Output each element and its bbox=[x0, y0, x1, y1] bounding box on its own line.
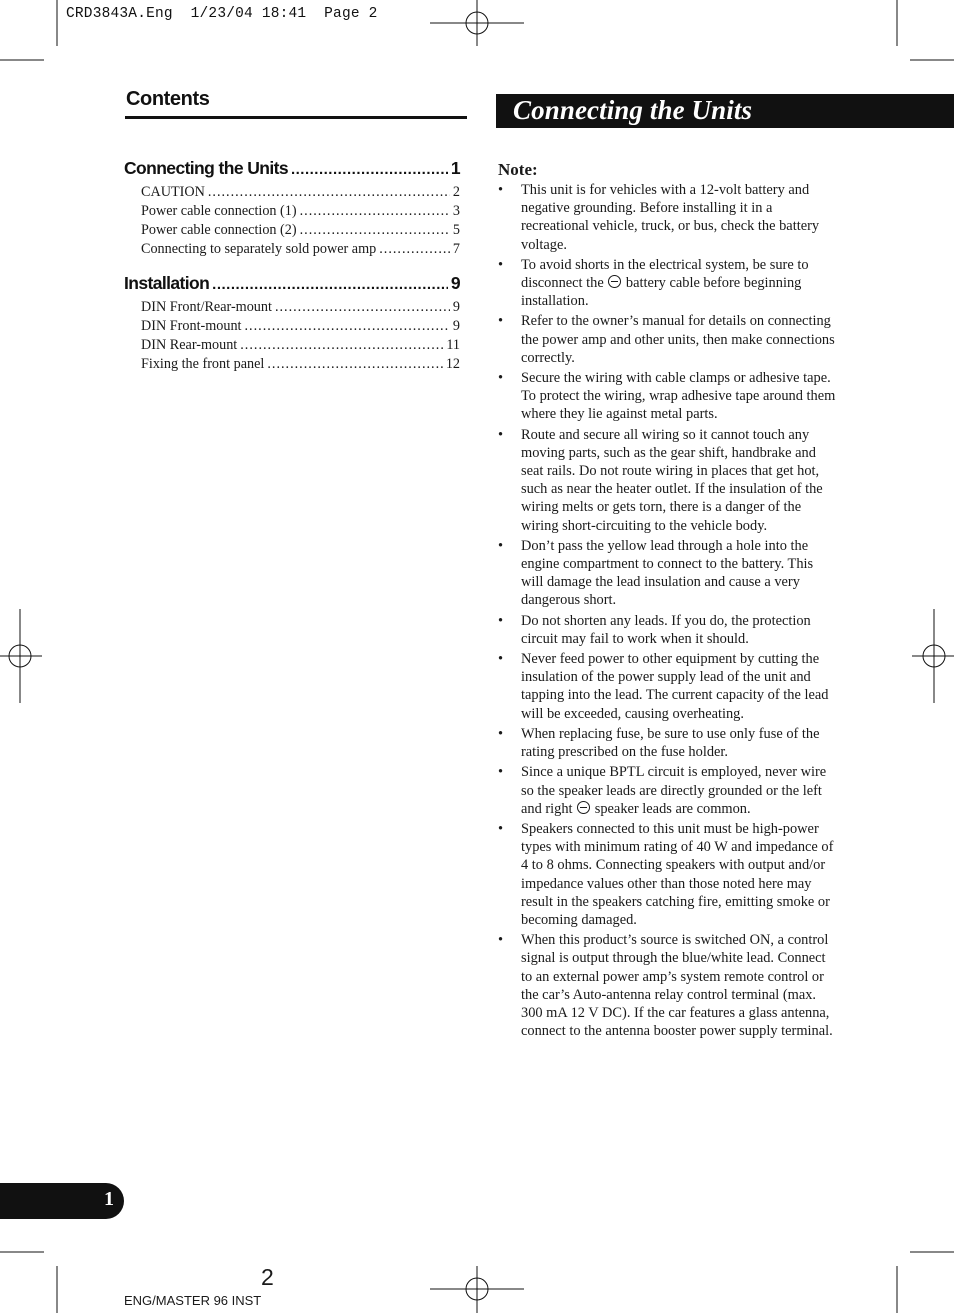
registration-mark-left bbox=[0, 609, 42, 703]
bullet-icon: • bbox=[498, 612, 504, 629]
note-text: speaker leads are common. bbox=[591, 800, 751, 817]
footer-code: ENG/MASTER 96 INST bbox=[124, 1293, 262, 1308]
bullet-icon: • bbox=[498, 764, 504, 781]
print-slug: CRD3843A.Eng 1/23/04 18:41 Page 2 bbox=[66, 6, 378, 22]
toc-item[interactable]: DIN Front-mount ..... 9 bbox=[141, 317, 460, 336]
note-text: This unit is for vehicles with a 12-volt battery and negative grounding. Before installing it in a recreational vehicle, truck, or bus, check the battery voltage. bbox=[521, 182, 820, 253]
bullet-icon: • bbox=[498, 313, 504, 330]
bullet-icon: • bbox=[498, 182, 504, 198]
note-item bbox=[498, 612, 838, 648]
note-text: When replacing fuse, be sure to use only fuse of the rating prescribed on the fuse holder. bbox=[521, 725, 820, 761]
note-text: Do not shorten any leads. If you do, the protection circuit may fail to work when it should. bbox=[521, 612, 811, 647]
note-text: When this product’s source is switched ON, a control signal is output through the blue/white lead. Connect to an external power amp’s system remote control or the car’s Auto-antenna relay control terminal (max. 300 mA 12 V DC). If the car features a glass antenna, connect to the antenna booster power supply terminal. bbox=[521, 932, 833, 1040]
toc-heading[interactable]: Connecting the Units ..... 1 bbox=[124, 158, 460, 183]
notes-list bbox=[498, 181, 838, 1042]
note-item bbox=[498, 256, 838, 311]
section-banner bbox=[496, 94, 954, 128]
note-text: Speakers connected to this unit must be high-power types with minimum rating of 40 W and impedance of 4 to 8 ohms. Connecting speakers with output and/or impedance values other than those noted here may result in the speakers catching fire, emitting smoke or becoming damaged. bbox=[521, 820, 834, 928]
note-item bbox=[498, 369, 838, 424]
bullet-icon: • bbox=[498, 820, 504, 837]
chapter-tab bbox=[0, 1183, 124, 1219]
toc-item[interactable]: Connecting to separately sold power amp ..... 7 bbox=[141, 240, 460, 259]
note-text: Refer to the owner’s manual for details on connecting the power amp and other units, then make connections correctly. bbox=[521, 313, 835, 366]
minus-circle-icon bbox=[608, 275, 621, 288]
bullet-icon: • bbox=[498, 426, 504, 443]
bullet-icon: • bbox=[498, 370, 504, 387]
toc-item[interactable]: Power cable connection (2) ..... 5 bbox=[141, 221, 460, 240]
note-item bbox=[498, 763, 838, 818]
toc-section-connecting bbox=[124, 158, 460, 259]
note-item bbox=[498, 931, 838, 1040]
toc-section-installation bbox=[124, 273, 460, 374]
note-item bbox=[498, 426, 838, 535]
bullet-icon: • bbox=[498, 256, 504, 273]
page-number: 2 bbox=[261, 1264, 274, 1290]
toc-item[interactable]: Fixing the front panel ..... 12 bbox=[141, 355, 460, 374]
note-text: Never feed power to other equipment by cutting the insulation of the power supply lead of the unit and tapping into the lead. The current capacity of the lead will be exceeded, causing overheating. bbox=[521, 651, 829, 722]
note-heading: Note: bbox=[498, 160, 538, 179]
registration-mark-bottom bbox=[430, 1266, 524, 1313]
toc-heading[interactable]: Installation ..... 9 bbox=[124, 273, 460, 298]
note-text: Since a unique BPTL circuit is employed, never wire so the speaker leads are directly grounded or the left and right bbox=[521, 764, 827, 817]
chapter-tab-number: 1 bbox=[104, 1188, 114, 1210]
bullet-icon: • bbox=[498, 725, 504, 742]
note-text: battery cable before beginning installation. bbox=[521, 275, 802, 310]
note-item bbox=[498, 181, 838, 254]
registration-mark-right bbox=[912, 609, 954, 703]
registration-mark-top bbox=[430, 0, 524, 46]
table-of-contents bbox=[124, 158, 460, 388]
note-item bbox=[498, 537, 838, 610]
bullet-icon: • bbox=[498, 651, 504, 668]
note-item bbox=[498, 820, 838, 929]
toc-item[interactable]: Power cable connection (1) ..... 3 bbox=[141, 202, 460, 221]
note-text: Secure the wiring with cable clamps or adhesive tape. To protect the wiring, wrap adhesive tape around them where they lie against metal parts. bbox=[521, 370, 836, 423]
bullet-icon: • bbox=[498, 932, 504, 949]
toc-item[interactable]: DIN Front/Rear-mount ..... 9 bbox=[141, 298, 460, 317]
toc-item[interactable]: CAUTION ..... 2 bbox=[141, 183, 460, 202]
note-text: To avoid shorts in the electrical system, be sure to disconnect the bbox=[521, 256, 809, 292]
contents-rule bbox=[125, 116, 467, 119]
note-item bbox=[498, 312, 838, 367]
section-banner-title: Connecting the Units bbox=[513, 95, 753, 125]
note-item bbox=[498, 650, 838, 723]
minus-circle-icon bbox=[577, 801, 590, 814]
bullet-icon: • bbox=[498, 537, 504, 554]
contents-title: Contents bbox=[126, 88, 210, 110]
note-text: Don’t pass the yellow lead through a hole into the engine compartment to connect to the battery. This will damage the lead insulation and cause a very dangerous short. bbox=[521, 537, 814, 609]
toc-item[interactable]: DIN Rear-mount ..... 11 bbox=[141, 336, 460, 355]
note-item bbox=[498, 725, 838, 761]
note-text: Route and secure all wiring so it cannot touch any moving parts, such as the gear shift, handbrake and seat rails. Do not route wiring in places that get hot, such as near the heater outlet. If the insulation of the wiring melts or gets torn, there is a danger of the wiring short-circuiting to the vehicle body. bbox=[521, 426, 823, 534]
